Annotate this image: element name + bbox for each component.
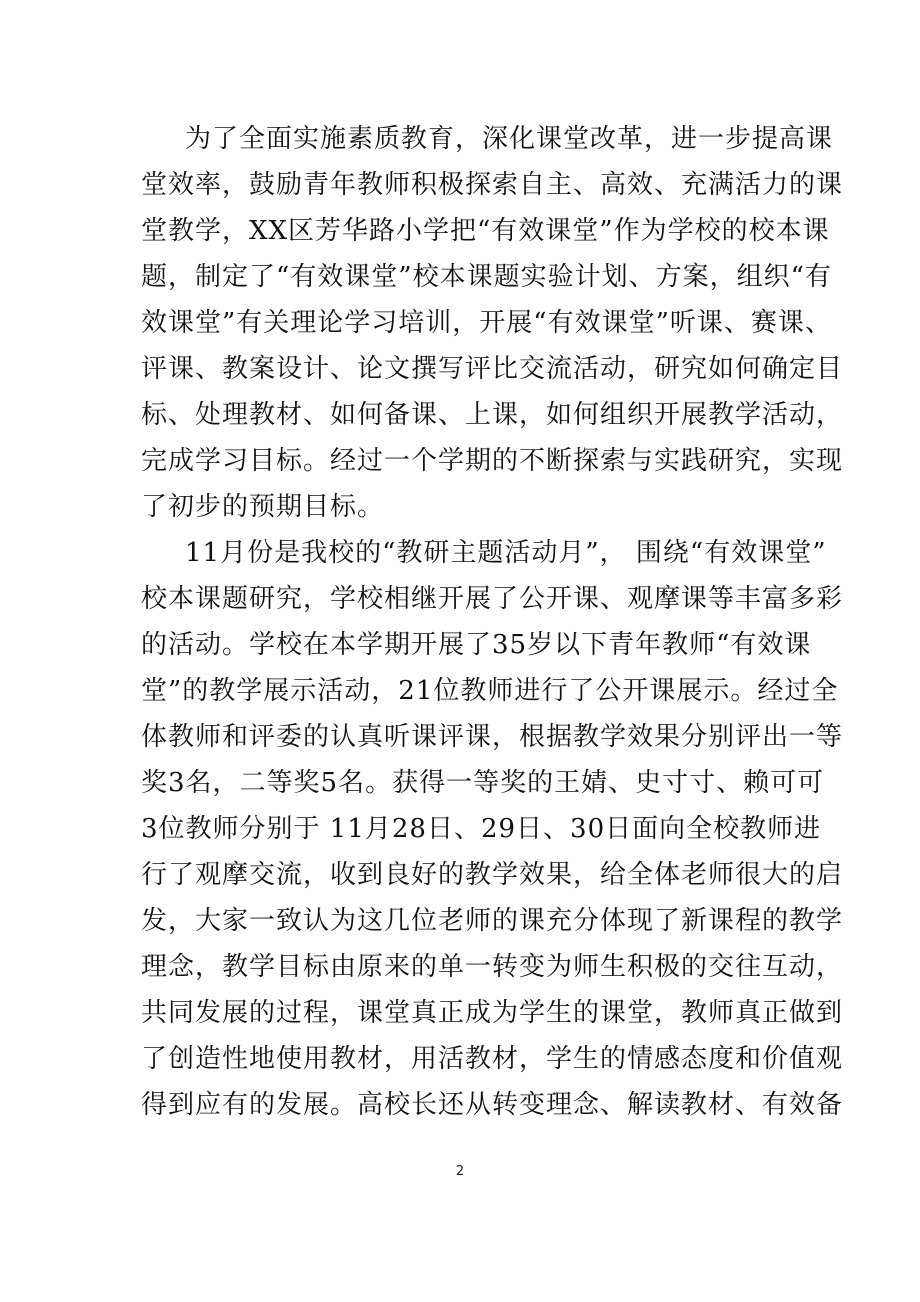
- text-line: 效课堂”有关理论学习培训，开展“有效课堂”听课、赛课、: [141, 308, 832, 338]
- text-line: 为了全面实施素质教育，深化课堂改革，进一步提高课: [185, 124, 834, 154]
- text-line: 校本课题研究，学校相继开展了公开课、观摩课等丰富多彩: [141, 584, 844, 614]
- page-number: 2: [455, 1164, 465, 1179]
- text-line: 堂教学，XX区芳华路小学把“有效课堂”作为学校的校本课: [141, 216, 830, 246]
- text-line: 题，制定了“有效课堂”校本课题实验计划、方案，组织“有: [141, 262, 832, 292]
- text-line: 了初步的预期目标。: [141, 492, 385, 522]
- paragraph-1: [141, 116, 844, 530]
- text-line: 评课、教案设计、论文撰写评比交流活动，研究如何确定目: [141, 354, 844, 384]
- text-line: 标、处理教材、如何备课、上课，如何组织开展教学活动，: [141, 400, 844, 430]
- text-line: 理念，教学目标由原来的单一转变为师生积极的交往互动，: [141, 952, 844, 982]
- text-line: 堂效率，鼓励青年教师积极探索自主、高效、充满活力的课: [141, 170, 844, 200]
- text-line: 堂”的教学展示活动，21位教师进行了公开课展示。经过全: [141, 676, 839, 706]
- text-line: 发，大家一致认为这几位老师的课充分体现了新课程的教学: [141, 906, 844, 936]
- text-line: 了创造性地使用教材，用活教材，学生的情感态度和价值观: [141, 1044, 844, 1074]
- text-line: 11月份是我校的“教研主题活动月”， 围绕“有效课堂”: [185, 538, 827, 568]
- text-line: 行了观摩交流，收到良好的教学效果，给全体老师很大的启: [141, 860, 844, 890]
- text-line: 3位教师分别于 11月28日、29日、30日面向全校教师进: [141, 814, 822, 844]
- text-line: 奖3名，二等奖5名。获得一等奖的王婧、史寸寸、赖可可: [141, 768, 825, 798]
- text-line: 体教师和评委的认真听课评课，根据教学效果分别评出一等: [141, 722, 844, 752]
- text-line: 共同发展的过程，课堂真正成为学生的课堂，教师真正做到: [141, 998, 844, 1028]
- text-line: 的活动。学校在本学期开展了35岁以下青年教师“有效课: [141, 630, 812, 660]
- text-line: 完成学习目标。经过一个学期的不断探索与实践研究，实现: [141, 446, 844, 476]
- text-line: 得到应有的发展。高校长还从转变理念、解读教材、有效备: [141, 1090, 844, 1120]
- document-body: [141, 116, 844, 1128]
- paragraph-2: [141, 530, 844, 1128]
